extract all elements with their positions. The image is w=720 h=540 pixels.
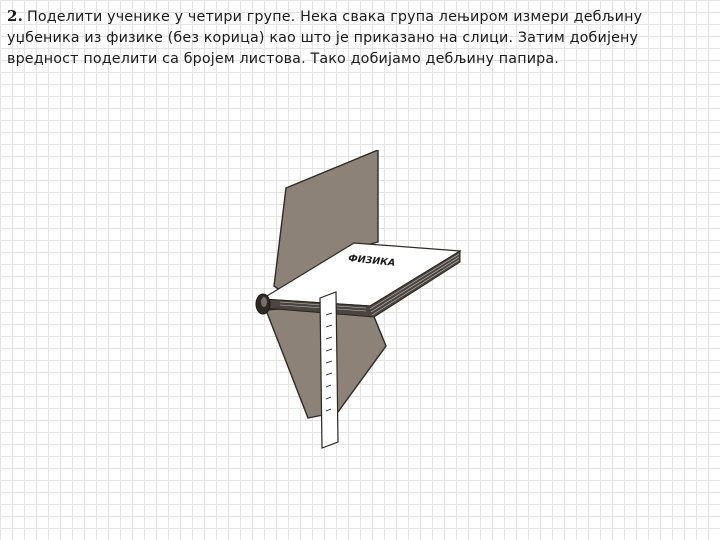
book-title-label: ФИЗИКА bbox=[347, 253, 396, 269]
task-body: Поделити ученике у четири групе. Нека свака група лењиром измери дебљину уџбеника из физике (без корица) као што је приказано на слици. Затим добијену вредност поделити са бројем листова. Тако добијамо дебљину папира. bbox=[7, 9, 643, 67]
spine-highlight bbox=[261, 297, 267, 307]
task-number: 2. bbox=[7, 7, 23, 25]
book-measurement-illustration bbox=[250, 150, 470, 450]
task-paragraph bbox=[7, 6, 713, 70]
ruler bbox=[320, 292, 338, 448]
